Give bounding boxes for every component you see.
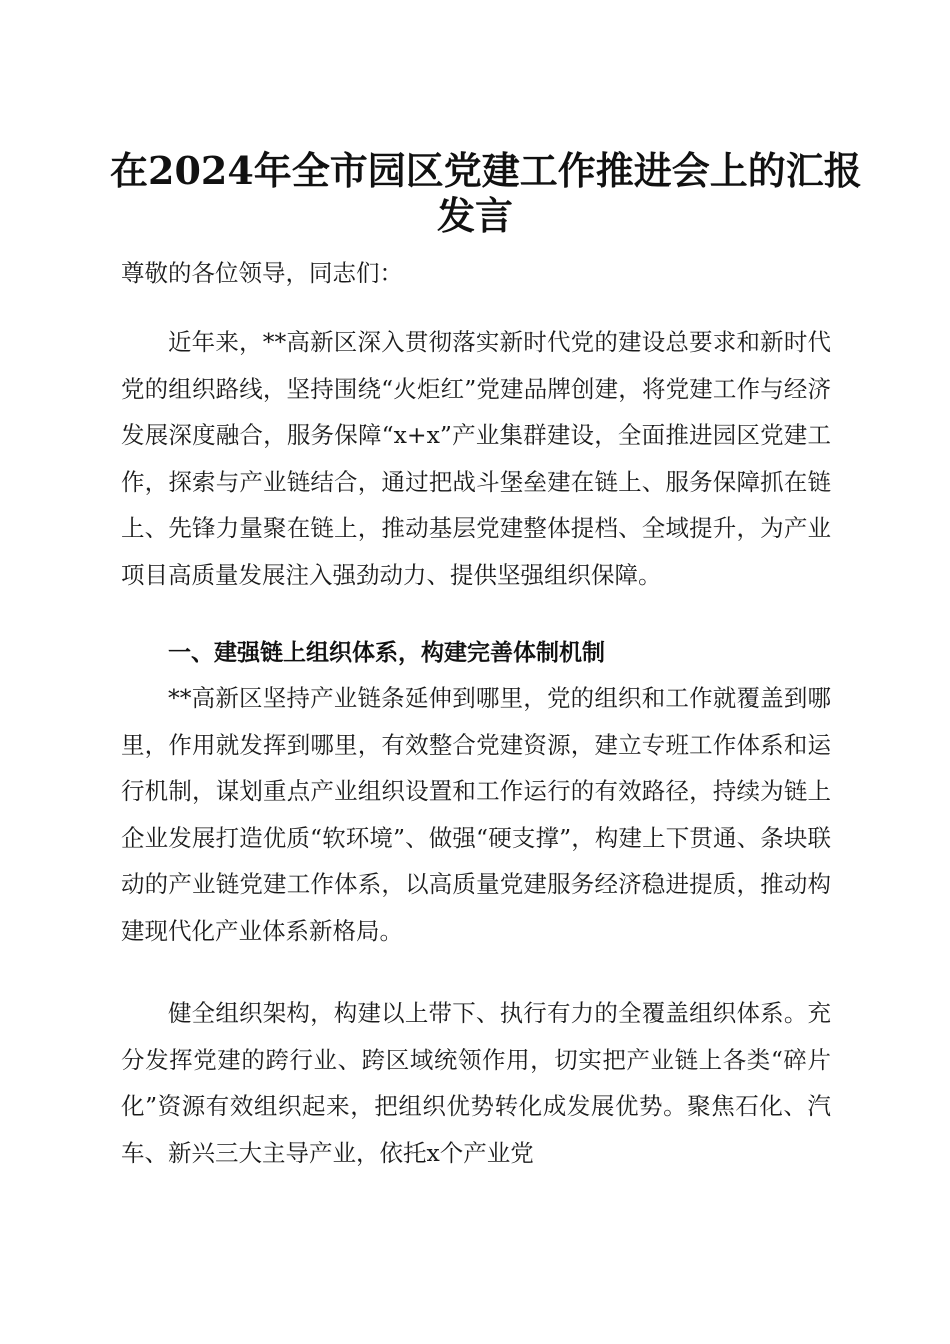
section-heading-1: 一、建强链上组织体系，构建完善体制机制 xyxy=(168,640,605,666)
paragraph-section-1: **高新区坚持产业链条延伸到哪里，党的组织和工作就覆盖到哪里，作用就发挥到哪里，有效整合党建资源，建立专班工作体系和运行机制，谋划重点产业组织设置和工作运行的有效路径，持续为链上企业发展打造优质“软环境”、做强“硬支撑”，构建上下贯通、条块联动的产业链党建工作体系，以高质量党建服务经济稳进提质，推动构建现代化产业体系新格局。 xyxy=(121,684,831,945)
document-title-line-2: 发言 xyxy=(436,193,513,238)
paragraph-intro: 近年来，**高新区深入贯彻落实新时代党的建设总要求和新时代党的组织路线，坚持围绕“火炬红”党建品牌创建，将党建工作与经济发展深度融合，服务保障“x+x”产业集群建设，全面推进园区党建工作，探索与产业链结合，通过把战斗堡垒建在链上、服务保障抓在链上、先锋力量聚在链上，推动基层党建整体提档、全域提升，为产业项目高质量发展注入强劲动力、提供坚强组织保障。 xyxy=(121,328,831,589)
salutation: 尊敬的各位领导，同志们： xyxy=(121,259,403,287)
document-title-line-1: 在2024年全市园区党建工作推进会上的汇报 xyxy=(110,148,862,193)
paragraph-org-structure: 健全组织架构，构建以上带下、执行有力的全覆盖组织体系。充分发挥党建的跨行业、跨区域统领作用，切实把产业链上各类“碎片化”资源有效组织起来，把组织优势转化成发展优势。聚焦石化、汽车、新兴三大主导产业，依托x个产业党 xyxy=(121,999,831,1167)
